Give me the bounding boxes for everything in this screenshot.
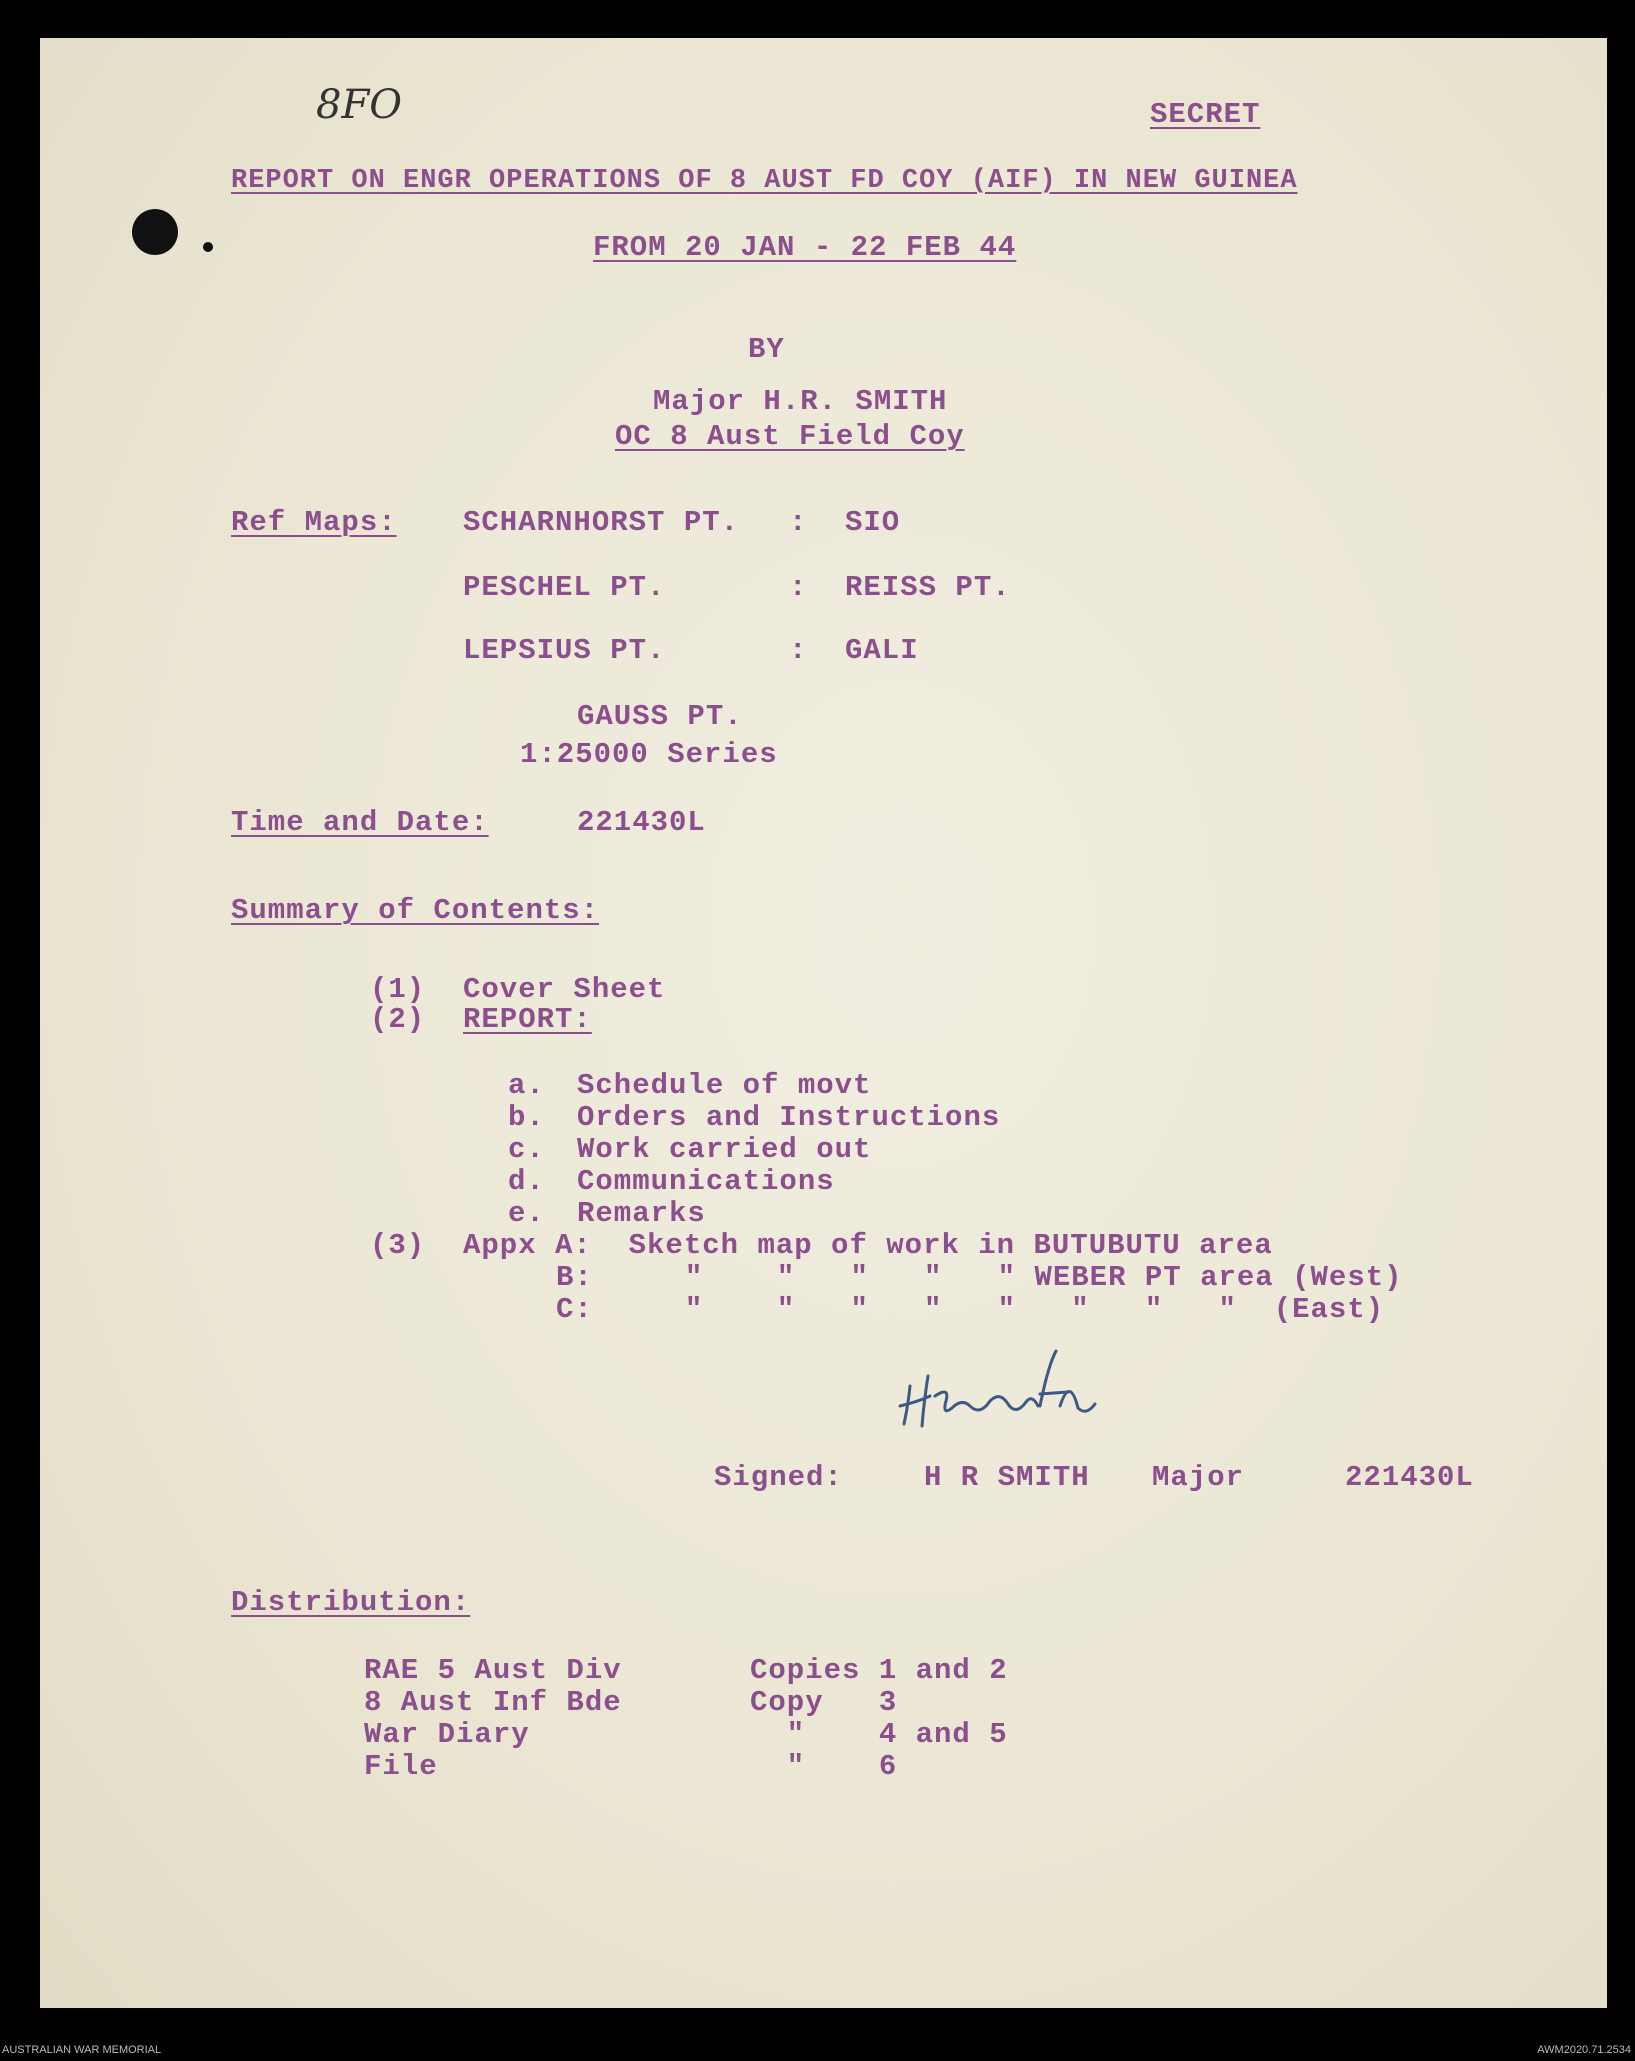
subitem-a-text: Schedule of movt: [577, 1069, 872, 1102]
signed-name: H R SMITH: [924, 1461, 1090, 1494]
subitem-a-letter: a.: [508, 1069, 545, 1102]
report-period: FROM 20 JAN - 22 FEB 44: [593, 231, 1017, 264]
ref-map-2-sep: :: [789, 571, 808, 604]
subitem-c-text: Work carried out: [577, 1133, 872, 1166]
subitem-c-letter: c.: [508, 1133, 545, 1166]
summary-item-2-num: (2): [370, 1003, 426, 1036]
ref-map-1-sep: :: [789, 506, 808, 539]
appendix-line-a: Appx A: Sketch map of work in BUTUBUTU area: [463, 1229, 1273, 1262]
signed-label: Signed:: [714, 1461, 843, 1494]
distribution-copies-4: " 6: [750, 1750, 898, 1783]
handwritten-reference: 8FO: [316, 82, 402, 128]
summary-item-1-num: (1): [370, 973, 426, 1006]
distribution-copies-2: Copy 3: [750, 1686, 898, 1719]
summary-item-2-text: REPORT:: [463, 1003, 592, 1036]
signed-dtg: 221430L: [1345, 1461, 1474, 1494]
subitem-d-text: Communications: [577, 1165, 835, 1198]
time-date-label: Time and Date:: [231, 806, 489, 839]
footer-institution: AUSTRALIAN WAR MEMORIAL: [2, 2044, 162, 2056]
distribution-to-3: War Diary: [364, 1718, 530, 1751]
time-date-value: 221430L: [577, 806, 706, 839]
distribution-copies-3: " 4 and 5: [750, 1718, 1008, 1751]
distribution-to-4: File: [364, 1750, 438, 1783]
appendix-line-c: C: " " " " " " " " (East): [556, 1293, 1385, 1326]
distribution-copies-1: Copies 1 and 2: [750, 1654, 1008, 1687]
summary-item-1-text: Cover Sheet: [463, 973, 666, 1006]
report-title: REPORT ON ENGR OPERATIONS OF 8 AUST FD COY (AIF) IN NEW GUINEA: [231, 166, 1298, 196]
ref-maps-label: Ref Maps:: [231, 506, 397, 539]
by-label: BY: [748, 333, 785, 366]
distribution-label: Distribution:: [231, 1586, 471, 1619]
signed-rank: Major: [1152, 1461, 1245, 1494]
ref-map-series: 1:25000 Series: [520, 738, 778, 771]
classification-label: SECRET: [1150, 98, 1261, 131]
subitem-b-text: Orders and Instructions: [577, 1101, 1001, 1134]
appendix-line-b: B: " " " " " WEBER PT area (West): [556, 1261, 1403, 1294]
ref-map-1-pair: SIO: [845, 506, 901, 539]
ref-map-2-pair: REISS PT.: [845, 571, 1011, 604]
punch-hole: [132, 209, 178, 255]
summary-item-3-num: (3): [370, 1229, 426, 1262]
subitem-e-letter: e.: [508, 1197, 545, 1230]
distribution-to-1: RAE 5 Aust Div: [364, 1654, 622, 1687]
document-page: [40, 38, 1607, 2008]
ref-map-3-name: LEPSIUS PT.: [463, 634, 666, 667]
ref-map-extra: GAUSS PT.: [577, 700, 743, 733]
subitem-b-letter: b.: [508, 1101, 545, 1134]
distribution-to-2: 8 Aust Inf Bde: [364, 1686, 622, 1719]
handwritten-signature: [890, 1346, 1150, 1436]
author-unit: OC 8 Aust Field Coy: [615, 420, 965, 453]
ref-map-2-name: PESCHEL PT.: [463, 571, 666, 604]
ref-map-3-pair: GALI: [845, 634, 919, 667]
ref-map-3-sep: :: [789, 634, 808, 667]
punch-hole-small: [203, 242, 213, 252]
author-name: Major H.R. SMITH: [653, 385, 948, 418]
subitem-e-text: Remarks: [577, 1197, 706, 1230]
ref-map-1-name: SCHARNHORST PT.: [463, 506, 740, 539]
summary-label: Summary of Contents:: [231, 894, 600, 927]
subitem-d-letter: d.: [508, 1165, 545, 1198]
footer-accession: AWM2020.71.2534: [1537, 2044, 1631, 2056]
